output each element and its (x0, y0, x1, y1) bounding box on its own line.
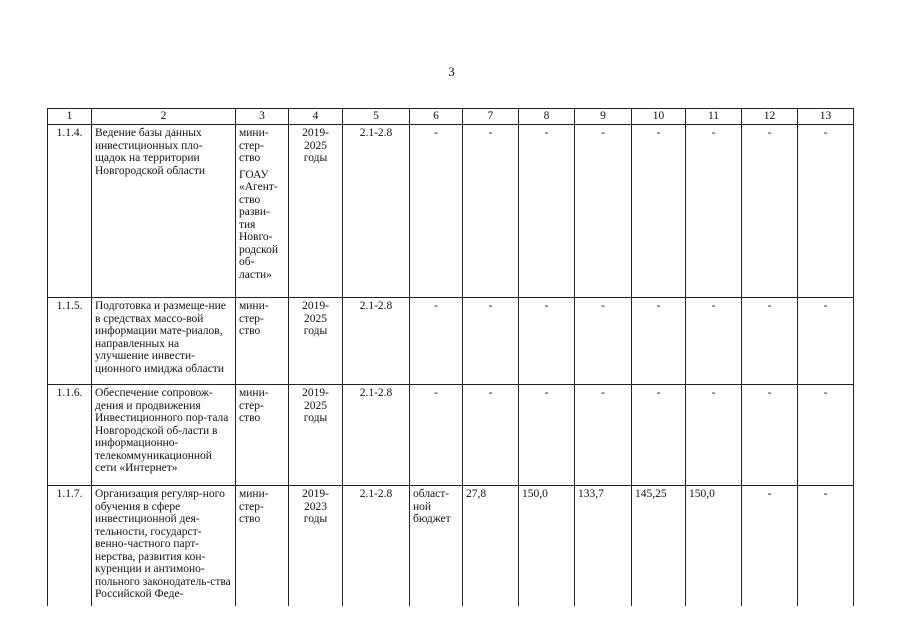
activity-indicators: 2.1-2.8 (343, 385, 410, 486)
executor-name: мини-стер-ство (239, 387, 269, 424)
funding-value: - (742, 125, 798, 298)
activity-years: 2019-2023 годы (289, 486, 343, 607)
activity-name: Ведение базы данных инвестиционных пло-щадок на территории Новгородской области (92, 125, 236, 298)
funding-value: - (686, 125, 742, 298)
funding-value: - (798, 486, 854, 607)
activity-name: Организация регуляр-ного обучения в сфере инвестиционной дея-тельности, государст-венно-частного парт-нерства, развития кон-куренции и антимоно-польного законодатель-ства Российской Феде- (92, 486, 236, 607)
funding-value: - (686, 385, 742, 486)
funding-value: - (632, 385, 686, 486)
funding-value: - (463, 298, 519, 385)
program-activities-table (47, 108, 854, 606)
funding-value: - (519, 298, 575, 385)
funding-value: - (686, 298, 742, 385)
table-row (48, 385, 854, 486)
funding-value: - (519, 385, 575, 486)
page-number: 3 (448, 64, 455, 79)
executor-name: мини-стер-ство (239, 300, 269, 337)
activity-indicators: 2.1-2.8 (343, 486, 410, 607)
column-number: 12 (742, 109, 798, 125)
executor-name: мини-стер-ство (239, 488, 269, 525)
activity-executor (236, 385, 289, 486)
activity-number: 1.1.4. (48, 125, 92, 298)
activity-number: 1.1.5. (48, 298, 92, 385)
funding-value: 145,25 (632, 486, 686, 607)
activity-number: 1.1.7. (48, 486, 92, 607)
activity-name: Подготовка и размеще-ние в средствах массо-вой информации мате-риалов, направленных на улучшение инвести-ционного имиджа области (92, 298, 236, 385)
funding-source: област-ной бюджет (410, 486, 463, 607)
funding-value: - (463, 125, 519, 298)
funding-value: - (463, 385, 519, 486)
funding-value: 150,0 (686, 486, 742, 607)
column-number: 1 (48, 109, 92, 125)
table-row (48, 125, 854, 298)
activity-executor (236, 298, 289, 385)
funding-value: - (519, 125, 575, 298)
executor-name: мини-стер-ство (239, 127, 269, 164)
funding-value: 150,0 (519, 486, 575, 607)
table-row (48, 486, 854, 607)
column-number: 7 (463, 109, 519, 125)
column-number-row (48, 109, 854, 125)
column-number: 5 (343, 109, 410, 125)
funding-value: - (742, 298, 798, 385)
funding-value: - (575, 125, 632, 298)
column-number: 9 (575, 109, 632, 125)
funding-source: - (410, 385, 463, 486)
column-number: 13 (798, 109, 854, 125)
funding-value: - (632, 298, 686, 385)
funding-value: - (798, 385, 854, 486)
activity-number: 1.1.6. (48, 385, 92, 486)
activity-executor (236, 125, 289, 298)
column-number: 4 (289, 109, 343, 125)
funding-source: - (410, 298, 463, 385)
funding-value: - (798, 125, 854, 298)
funding-value: - (742, 385, 798, 486)
table-row (48, 298, 854, 385)
activity-years: 2019-2025 годы (289, 125, 343, 298)
column-number: 11 (686, 109, 742, 125)
activity-indicators: 2.1-2.8 (343, 298, 410, 385)
funding-value: 133,7 (575, 486, 632, 607)
column-number: 2 (92, 109, 236, 125)
funding-value: - (632, 125, 686, 298)
activity-name: Обеспечение сопровож-дения и продвижения Инвестиционного пор-тала Новгородской об-ласти в информационно-телекоммуникационной сети «Интернет» (92, 385, 236, 486)
activity-years: 2019-2025 годы (289, 385, 343, 486)
activity-executor (236, 486, 289, 607)
column-number: 8 (519, 109, 575, 125)
activity-years: 2019-2025 годы (289, 298, 343, 385)
activity-indicators: 2.1-2.8 (343, 125, 410, 298)
funding-value: - (742, 486, 798, 607)
funding-value: 27,8 (463, 486, 519, 607)
column-number: 6 (410, 109, 463, 125)
funding-source: - (410, 125, 463, 298)
funding-value: - (575, 385, 632, 486)
funding-value: - (798, 298, 854, 385)
executor-name: ГОАУ «Агент-ство разви-тия Новго-родской об-ласти» (239, 168, 279, 281)
funding-value: - (575, 298, 632, 385)
column-number: 10 (632, 109, 686, 125)
column-number: 3 (236, 109, 289, 125)
